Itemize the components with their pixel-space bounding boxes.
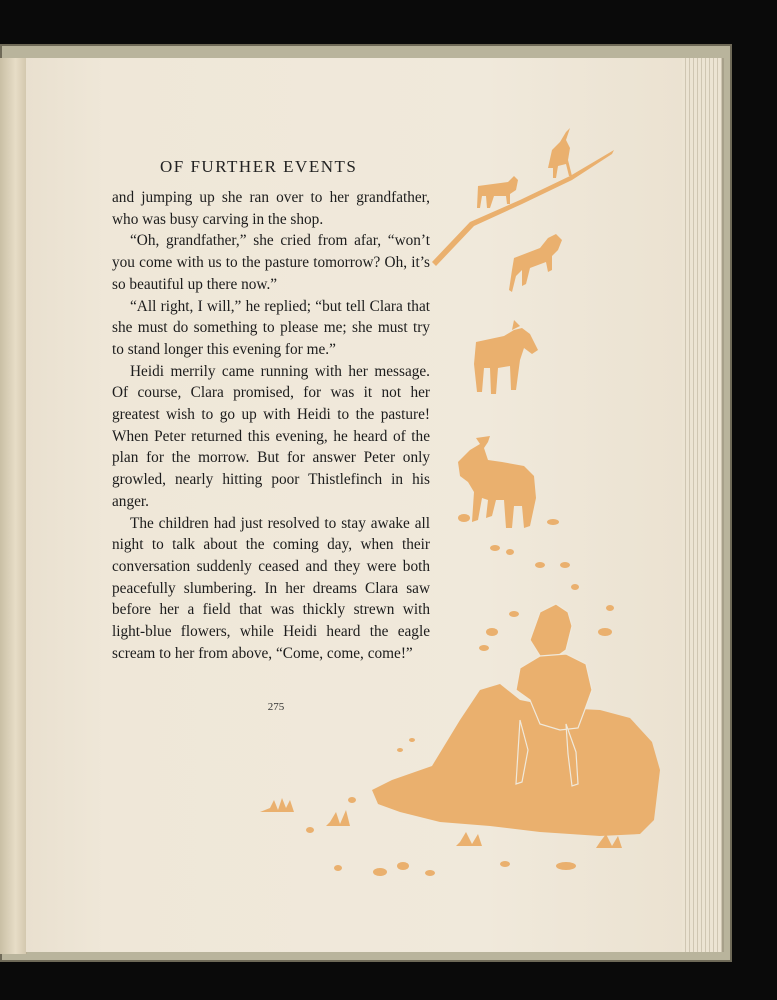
paragraph: “All right, I will,” he replied; “but tell Clara that she must do something to please me; she must try to stand longer this evening for me.” bbox=[112, 297, 430, 358]
paragraph: “Oh, grandfather,” she cried from afar, “won’t you come with us to the pasture tomorrow? Oh, it’s so beautiful up there now.” bbox=[112, 232, 430, 293]
page-edges bbox=[682, 58, 724, 952]
facing-page-edge bbox=[0, 58, 27, 954]
paragraph: Heidi merrily came running with her message. Of course, Clara promised, for was it not her greatest wish to go up with Heidi to the pasture! When Peter returned this evening, he heard of the plan for the morrow. But for answer Peter only growled, nearly hitting poor Thistlefinch in his anger. bbox=[112, 362, 430, 510]
page-number: 275 bbox=[267, 701, 285, 713]
running-head: OF FURTHER EVENTS bbox=[160, 157, 358, 176]
paragraph: The children had just resolved to stay awake all night to talk about the coming day, when their conversation suddenly ceased and they were both peacefully slumbering. In her dreams Clara saw before her a field that was thickly strewn with light-blue flowers, while Heidi heard the eagle scream to her from above, “Come, come, come!” bbox=[112, 514, 430, 662]
body-text bbox=[112, 187, 430, 664]
paragraph: and jumping up she ran over to her grandfather, who was busy carving in the shop. bbox=[112, 189, 430, 228]
